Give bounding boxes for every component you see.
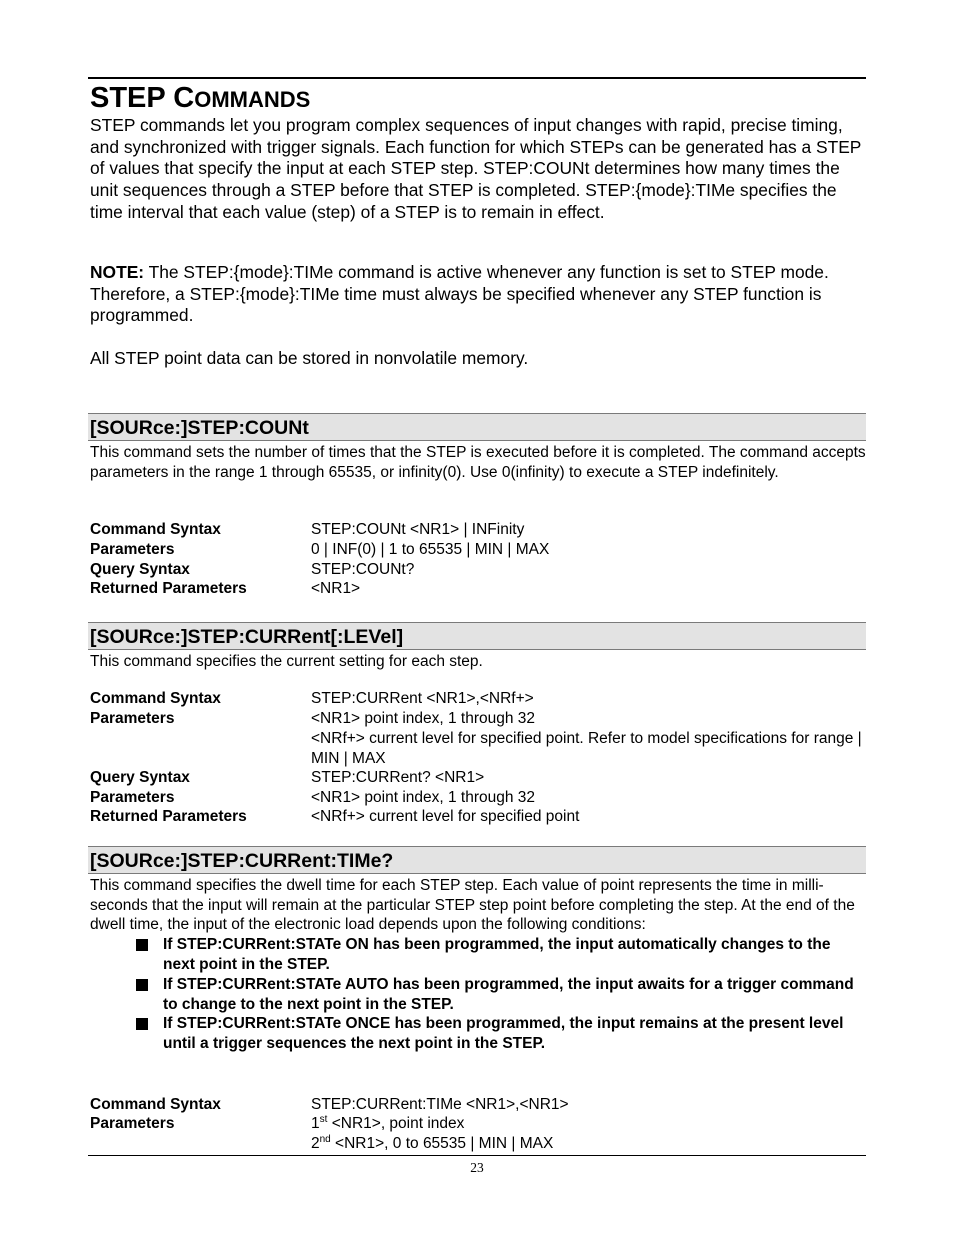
returned-parameters-value: <NR1> xyxy=(311,580,361,597)
bottom-rule xyxy=(88,1155,866,1156)
parameters-value: 0 | INF(0) | 1 to 65535 | MIN | MAX xyxy=(311,541,550,558)
returned-parameters-label: Returned Parameters xyxy=(90,808,247,825)
query-syntax-label: Query Syntax xyxy=(90,769,190,786)
square-bullet-icon xyxy=(136,979,148,991)
parameters-value-2: 2nd <NR1>, 0 to 65535 | MIN | MAX xyxy=(311,1133,554,1152)
section-heading-step-current-time: [SOURce:]STEP:CURRent:TIMe? xyxy=(88,846,866,874)
square-bullet-icon xyxy=(136,1018,148,1030)
page-title: STEP COMMANDS xyxy=(90,82,311,114)
command-syntax-label: Command Syntax xyxy=(90,521,221,538)
query-syntax-value: STEP:CURRent? <NR1> xyxy=(311,769,485,786)
command-syntax-value: STEP:CURRent:TIMe <NR1>,<NR1> xyxy=(311,1096,569,1113)
command-syntax-label: Command Syntax xyxy=(90,690,221,707)
note-paragraph xyxy=(90,262,868,327)
parameters-label: Parameters xyxy=(90,541,175,558)
returned-parameters-label: Returned Parameters xyxy=(90,580,247,597)
parameters-value-1: 1st <NR1>, point index xyxy=(311,1113,465,1132)
command-syntax-value: STEP:CURRent <NR1>,<NRf+> xyxy=(311,690,534,707)
parameters-value-2: <NRf+> current level for specified point. Refer to model specifications for range | MIN | MAX xyxy=(311,730,862,767)
query-syntax-label: Query Syntax xyxy=(90,561,190,578)
query-syntax-value: STEP:COUNt? xyxy=(311,561,415,578)
memory-paragraph: All STEP point data can be stored in nonvolatile memory. xyxy=(90,348,529,368)
intro-paragraph: STEP commands let you program complex sequences of input changes with rapid, precise timing, and synchronized with trigger signals. Each function for which STEPs can be generated has a STEP of values that specify the input at each STEP step. STEP:COUNt determines how many times the unit sequences through a STEP before that STEP is completed. STEP:{mode}:TIMe specifies the time interval that each value (step) of a STEP is to remain in effect. xyxy=(90,115,862,222)
returned-parameters-value: <NRf+> current level for specified point xyxy=(311,808,580,825)
top-rule xyxy=(88,77,866,79)
note-text: The STEP:{mode}:TIMe command is active whenever any function is set to STEP mode. Therefore, a STEP:{mode}:TIMe time must always be specified whenever any STEP function is programmed. xyxy=(90,262,829,326)
section-heading-step-count: [SOURce:]STEP:COUNt xyxy=(88,413,866,441)
parameters-value-1: <NR1> point index, 1 through 32 xyxy=(311,710,536,727)
square-bullet-icon xyxy=(136,939,148,951)
page-number: 23 xyxy=(470,1160,484,1175)
query-parameters-value: <NR1> point index, 1 through 32 xyxy=(311,789,536,806)
command-syntax-value: STEP:COUNt <NR1> | INFinity xyxy=(311,521,525,538)
note-label: NOTE: xyxy=(90,262,145,282)
parameters-label: Parameters xyxy=(90,710,175,727)
section-description: This command sets the number of times that the STEP is executed before it is completed. The command accepts parameters in the range 1 through 65535, or infinity(0). Use 0(infinity) to execute a STEP indefinitely. xyxy=(90,444,866,481)
section-description: This command specifies the current setting for each step. xyxy=(90,653,483,670)
parameters-label: Parameters xyxy=(90,1115,175,1132)
section-heading-step-current-level: [SOURce:]STEP:CURRent[:LEVel] xyxy=(88,622,866,650)
command-syntax-label: Command Syntax xyxy=(90,1096,221,1113)
query-parameters-label: Parameters xyxy=(90,789,175,806)
section-description: This command specifies the dwell time for each STEP step. Each value of point represents the time in milli-seconds that the input will remain at the particular STEP step point before completing the step. At the end of the dwell time, the input of the electronic load depends upon the following conditions: xyxy=(90,877,855,934)
